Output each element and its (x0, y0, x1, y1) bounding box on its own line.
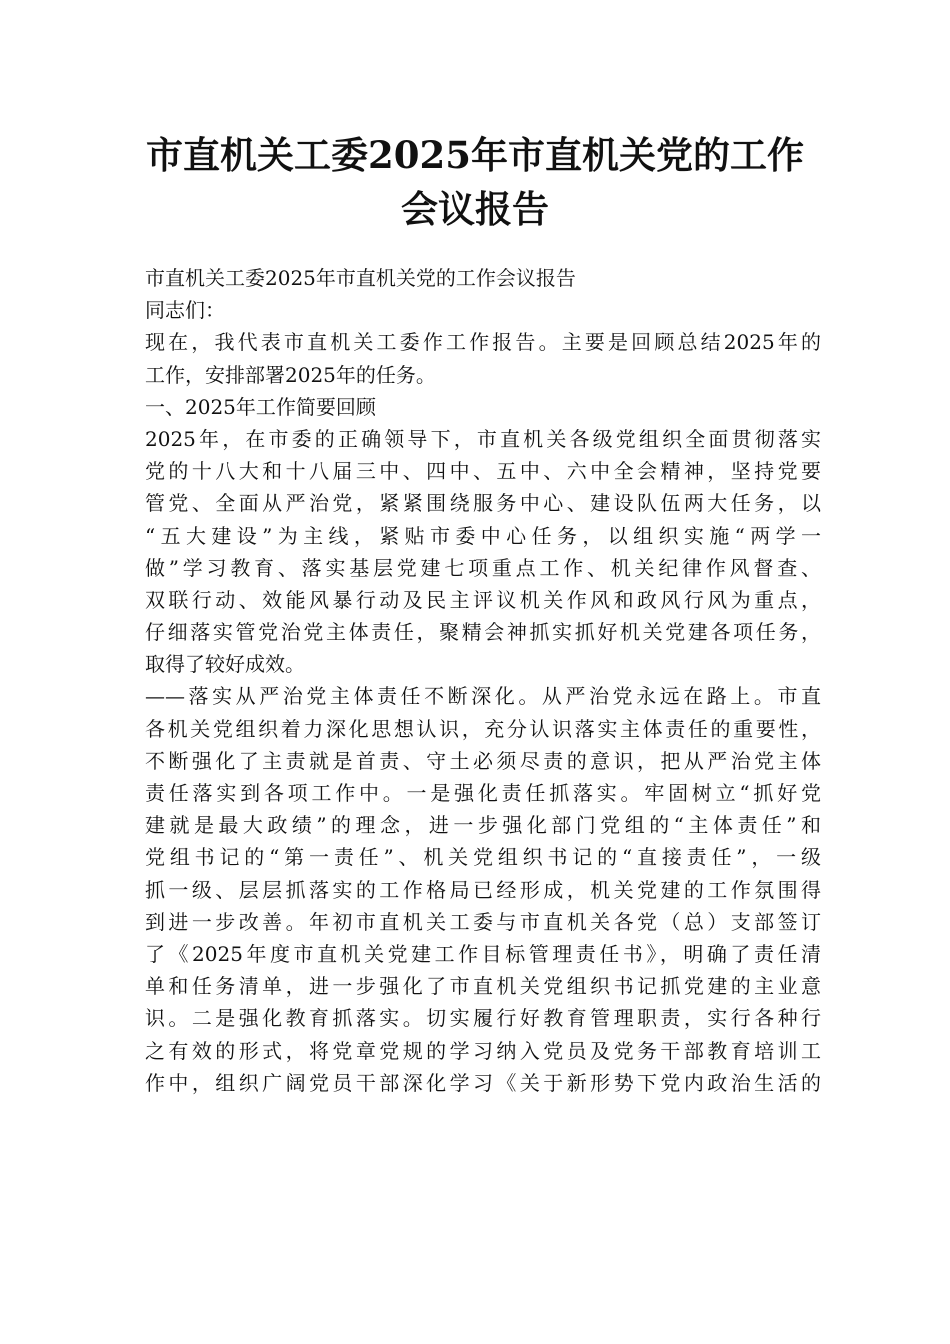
body-line: 2025年，在市委的正确领导下，市直机关各级党组织全面贯彻落实 (145, 426, 821, 451)
body-line: 工作，安排部署2025年的任务。 (145, 362, 436, 387)
body-line: 市直机关工委2025年市直机关党的工作会议报告 (145, 266, 576, 290)
body-line: 取得了较好成效。 (145, 652, 305, 677)
document-body (145, 262, 821, 1099)
body-line: 管党、全面从严治党，紧紧围绕服务中心、建设队伍两大任务，以 (145, 491, 821, 516)
document-title: 市直机关工委2025年市直机关党的工作会议报告 (146, 133, 804, 231)
body-line: 现在，我代表市直机关工委作工作报告。主要是回顾总结2025年的 (145, 330, 821, 355)
body-line: 各机关党组织着力深化思想认识，充分认识落实主体责任的重要性， (145, 716, 821, 741)
body-line: 作中，组织广阔党员干部深化学习《关于新形势下党内政治生活的 (145, 1070, 821, 1095)
body-line: 了《2025年度市直机关党建工作目标管理责任书》，明确了责任清 (145, 941, 821, 966)
body-line: 同志们： (145, 298, 225, 323)
body-line: 单和任务清单，进一步强化了市直机关党组织书记抓党建的主业意 (145, 974, 821, 999)
body-line: 双联行动、效能风暴行动及民主评议机关作风和政风行风为重点， (145, 587, 821, 612)
body-line: 抓一级、层层抓落实的工作格局已经形成，机关党建的工作氛围得 (145, 877, 821, 902)
body-line: 责任落实到各项工作中。一是强化责任抓落实。牢固树立“抓好党 (145, 781, 821, 805)
body-line: ——落实从严治党主体责任不断深化。从严治党永远在路上。市直 (145, 684, 821, 709)
body-line: 之有效的形式，将党章党规的学习纳入党员及党务干部教育培训工 (145, 1038, 821, 1063)
body-line: 不断强化了主责就是首责、守土必须尽责的意识，把从严治党主体 (145, 748, 821, 773)
body-line: 到进一步改善。年初市直机关工委与市直机关各党（总）支部签订 (145, 909, 821, 934)
body-line: “五大建设”为主线，紧贴市委中心任务，以组织实施“两学一 (145, 523, 821, 548)
body-line: 一、2025年工作简要回顾 (145, 394, 376, 419)
body-line: 建就是最大政绩”的理念，进一步强化部门党组的“主体责任”和 (145, 813, 821, 838)
body-line: 做”学习教育、落实基层党建七项重点工作、机关纪律作风督查、 (145, 555, 821, 580)
body-line: 党的十八大和十八届三中、四中、五中、六中全会精神，坚持党要 (145, 459, 821, 484)
body-line: 党组书记的“第一责任”、机关党组织书记的“直接责任”，一级 (145, 845, 821, 870)
body-line: 识。二是强化教育抓落实。切实履行好教育管理职责，实行各种行 (145, 1006, 821, 1031)
body-line: 仔细落实管党治党主体责任，聚精会神抓实抓好机关党建各项任务， (145, 620, 821, 645)
